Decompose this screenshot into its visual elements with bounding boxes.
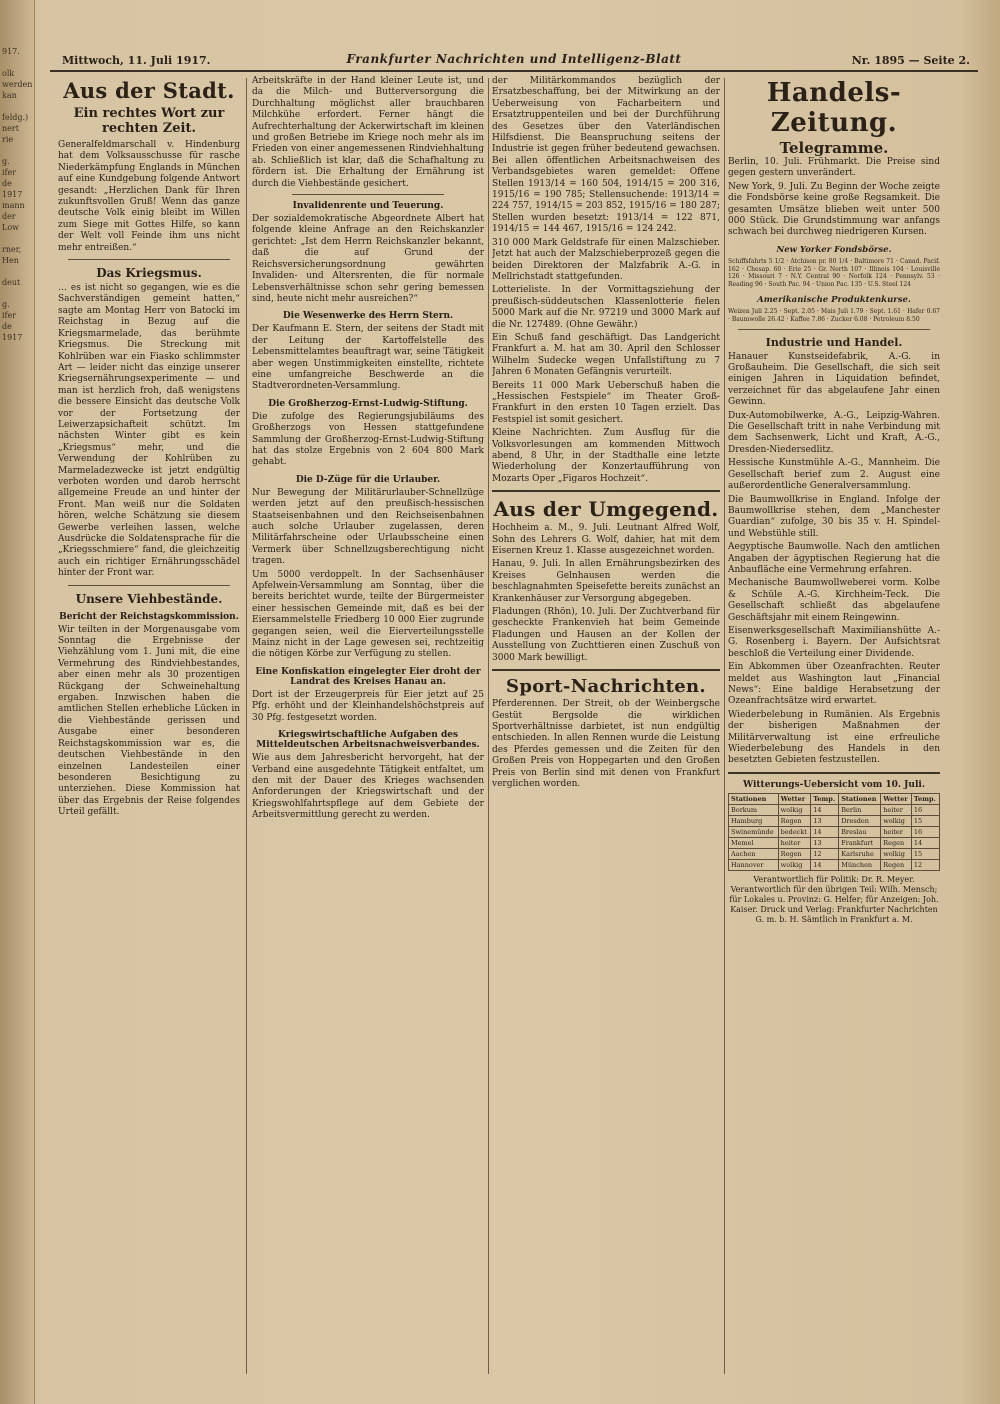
divider: [68, 259, 230, 260]
weather-cell: 16: [911, 804, 939, 815]
article-text: Arbeitskräfte in der Hand kleiner Leute ist, und da die Milch- und Butterversorgung die Durchhaltung möglichst aller brauchbaren Milchkühe erfordert. Ferner hängt die Aufrechterhaltung der Ackerwirtschaft im kleinen und großen Betriebe im Kriege noch mehr als im Frieden von einer angemessenen Rindviehhaltung ab. Schließlich ist klar, daß die Schafhaltung zu fördern ist. Die Erhaltung der Ernährung ist durch die Viehbestände gesichert.: [252, 76, 484, 189]
article-text: der Militärkommandos bezüglich der Ersatzbeschaffung, bei der Mitwirkung an der Ueberweisung von Facharbeitern und Ersatztruppenteilen und bei der Durchführung des Gesetzes über den Vaterländischen Hilfsdienst. Die Beanspruchung seitens der Industrie ist gegen früher bedeutend gewachsen. Bei allen öffentlichen Arbeitsnachweisen des Verbandsgebietes waren gemeldet: Offene Stellen 1913/14 = 160 504, 1914/15 = 200 316, 1915/16 = 190 785; Stellensuchende: 1913/14 = 224 757, 1914/15 = 203 852, 1915/16 = 180 287; Stellen wurden besetzt: 1913/14 = 122 871, 1914/15 = 144 467, 1915/16 = 124 242.: [492, 76, 720, 235]
weather-cell: Hamburg: [729, 815, 779, 826]
column-2: [252, 76, 484, 1382]
weather-cell: 14: [811, 859, 839, 870]
divider: [492, 490, 720, 492]
weather-col-header: Temp.: [811, 793, 839, 804]
weather-row: [729, 804, 940, 815]
article-text: Wiederbelebung in Rumänien. Als Ergebnis der bisherigen Maßnahmen der Militärverwaltung ist eine erfreuliche Wiederbelebung des Handels in den besetzten Gebieten festzustellen.: [728, 709, 940, 766]
weather-cell: 12: [811, 848, 839, 859]
imprint: Verantwortlich für Politik: Dr. R. Meyer. Verantwortlich für den übrigen Teil: Wilh. Mensch; für Lokales u. Provinz: G. Helfer; für Anzeigen: Joh. Kaiser. Druck und Verlag: Frankfurter Nachrichten G. m. b. H. Sämtlich in Frankfurt a. M.: [729, 874, 939, 924]
weather-cell: wolkig: [881, 848, 912, 859]
weather-cell: bedeckt: [778, 826, 811, 837]
article-text: Ein Abkommen über Ozeanfrachten. Reuter meldet aus Washington laut „Financial News“: Eine baldige Herabsetzung der Ozeanfrachtsätze wird erwartet.: [728, 662, 940, 707]
weather-cell: Regen: [881, 837, 912, 848]
weather-cell: 14: [811, 826, 839, 837]
divider: [492, 669, 720, 671]
article-text: Pferderennen. Der Streit, ob der Weinbergsche Gestüt Bergsolde die wirklichen Sportverhältnisse darbietet, ist nun endgültig entschieden. In allen Rennen wurde die Leistung des Pferdes gemessen und die Zeiten für den Großen Preis von Hoppegarten und den Großen Preis von Berlin sind mit denen von Frankfurt verglichen worden.: [492, 699, 720, 789]
weather-row: [729, 837, 940, 848]
article-text: Hanauer Kunstseidefabrik, A.-G. in Großauheim. Die Gesellschaft, die sich seit einigen Jahren in Liquidation befindet, verzeichnet für das abgelaufene Jahr einen Gewinn.: [728, 351, 940, 408]
column-rule: [246, 78, 247, 1374]
section-title-stadt: Aus der Stadt.: [63, 78, 235, 103]
weather-cell: 14: [811, 804, 839, 815]
telegrams-heading: Telegramme.: [779, 139, 889, 157]
weather-cell: heiter: [778, 837, 811, 848]
article-text: Hessische Kunstmühle A.-G., Mannheim. Die Gesellschaft berief zum 2. August eine außerordentliche Generalversammlung.: [728, 458, 940, 492]
section-title-sport: Sport-Nachrichten.: [506, 676, 706, 698]
weather-col-header: Stationen: [729, 793, 779, 804]
weather-cell: Borkum: [729, 804, 779, 815]
article-title: Die Großherzog-Ernst-Ludwig-Stiftung.: [268, 398, 468, 409]
article-text: Ein Schuß fand geschäftigt. Das Landgericht Frankfurt a. M. hat am 30. April den Schlosser Wilhelm Sudecke wegen Unfallstiftung zu 7 Jahren 6 Monaten Gefängnis verurteilt.: [492, 332, 720, 378]
page-number: Nr. 1895 — Seite 2.: [851, 54, 970, 67]
issue-date: Mittwoch, 11. Juli 1917.: [62, 54, 211, 67]
article-subtitle: Bericht der Reichstagskommission.: [59, 611, 239, 622]
weather-cell: 14: [911, 837, 939, 848]
article-text: Die Baumwollkrise in England. Infolge der Baumwollkrise stehen, dem „Manchester Guardian“ zufolge, 30 bis 35 v. H. Spindel- und Webstühle still.: [728, 494, 940, 539]
section-title-handel: Handels-Zeitung.: [766, 78, 902, 138]
article-title: Eine Konfiskation eingelegter Eier droht der Landrat des Kreises Hanau an.: [255, 666, 481, 687]
weather-col-header: Wetter: [881, 793, 912, 804]
section-title-umgegend: Aus der Umgegend.: [493, 497, 719, 522]
weather-header-row: [729, 793, 940, 804]
weather-cell: Swinemünde: [729, 826, 779, 837]
weather-col-header: Temp.: [911, 793, 939, 804]
article-text: Hochheim a. M., 9. Juli. Leutnant Alfred Wolf, Sohn des Lehrers G. Wolf, dahier, hat mit dem Eisernen Kreuz 1. Klasse ausgezeichnet worden.: [492, 523, 720, 557]
previous-page-edge: [0, 0, 35, 1404]
stock-quotes: Schiffsfahrts 5 1/2 · Atchison pr. 80 1/4 · Baltimore 71 · Canad. Pacif. 162 · Chesap. 60 · Erie 25 · Gr. North 107 · Illinois 104 · Louisville 126 · Missouri 7 · N.Y. Central 90 · Norfolk 124 · Pennsylv. 53 · Reading 96 · South Pac. 94 · Union Pac. 135 · U.S. Steel 124: [728, 257, 940, 289]
article-text: Bereits 11 000 Mark Ueberschuß haben die „Hessischen Festspiele“ im Theater Groß-Frankfurt in den ersten 10 Tagen erzielt. Das Festspiel ist somit gesichert.: [492, 380, 720, 425]
article-text: Mechanische Baumwollweberei vorm. Kolbe & Schüle A.-G. Kirchheim-Teck. Die Gesellschaft schließt das abgelaufene Geschäftsjahr mit einem Reingewinn.: [728, 578, 940, 623]
weather-cell: wolkig: [881, 815, 912, 826]
divider: [68, 585, 230, 586]
weather-col-header: Stationen: [839, 793, 881, 804]
produce-quotes: Weizen Juli 2.25 · Sept. 2.05 · Mais Juli 1.79 · Sept. 1.61 · Hafer 0.67 · Baumwolle 26.42 · Kaffee 7.86 · Zucker 6.08 · Petroleum 8.50: [728, 308, 940, 323]
weather-row: [729, 859, 940, 870]
produce-heading: Amerikanische Produktenkurse.: [757, 295, 911, 306]
weather-cell: Regen: [778, 815, 811, 826]
article-text: Die zufolge des Regierungsjubiläums des Großherzogs von Hessen stattgefundene Sammlung der Großherzog-Ernst-Ludwig-Stiftung hat das stolze Ergebnis von 2 604 800 Mark gehabt.: [252, 411, 484, 468]
column-1: [58, 76, 240, 1382]
article-text: Nur Bewegung der Militärurlauber-Schnellzüge werden jetzt auf den preußisch-hessischen Staatseisenbahnen und den Reichseisenbahnen auch solche Urlauber zugelassen, deren Militärfahrscheine oder Urlaubsscheine einen Vermerk über Schnellzugsberechtigung nicht tragen.: [252, 487, 484, 567]
weather-cell: wolkig: [778, 804, 811, 815]
weather-cell: München: [839, 859, 881, 870]
column-rule: [724, 78, 725, 1374]
article-text: Wie aus dem Jahresbericht hervorgeht, hat der Verband eine ausgedehnte Tätigkeit entfaltet, um den mit der Dauer des Krieges wachsenden Anforderungen der Kriegswirtschaft und der Kriegswohlfahrtspflege auf dem Gebiete der Arbeitsvermittlung gerecht zu werden.: [252, 753, 484, 821]
weather-col-header: Wetter: [778, 793, 811, 804]
article-text: Kleine Nachrichten. Zum Ausflug für die Volksvorlesungen am kommenden Mittwoch abend, 8 Uhr, in der Stadthalle eine letzte Wiederholung der Konzertaufführung von Mozarts Oper „Figaros Hochzeit“.: [492, 428, 720, 484]
weather-cell: 13: [811, 815, 839, 826]
ny-stock-heading: New Yorker Fondsbörse.: [776, 244, 892, 255]
article-title: Invalidenrente und Teuerung.: [292, 201, 444, 212]
divider: [728, 772, 940, 774]
article-text: Hanau, 9. Juli. In allen Ernährungsbezirken des Kreises Gelnhausen werden die beschlagnahmten Speisefette bereits zunächst an Krankenhäuser zur Versorgung abgegeben.: [492, 559, 720, 604]
weather-row: [729, 848, 940, 859]
article-text: Der sozialdemokratische Abgeordnete Albert hat folgende kleine Anfrage an den Reichskanzler gerichtet: „Ist dem Herrn Reichskanzler bekannt, daß die auf Grund der Reichsversicherungsordnung gewährten Invaliden- und Altersrenten, die für normale Lebensverhältnisse schon sehr gering bemessen sind, heute nicht mehr ausreichen?“: [252, 214, 484, 304]
weather-cell: Frankfurt: [839, 837, 881, 848]
article-title-kriegsmus: Das Kriegsmus.: [96, 266, 202, 281]
column-3: [492, 76, 720, 1382]
article-text: Lotterieliste. In der Vormittagsziehung der preußisch-süddeutschen Klassenlotterie fielen 5000 Mark auf die Nr. 97219 und 3000 Mark auf die Nr. 127489. (Ohne Gewähr.): [492, 285, 720, 330]
weather-row: [729, 826, 940, 837]
weather-cell: 13: [811, 837, 839, 848]
weather-heading: Witterungs-Uebersicht vom 10. Juli.: [743, 779, 925, 790]
weather-cell: heiter: [881, 804, 912, 815]
weather-cell: Memel: [729, 837, 779, 848]
weather-cell: 12: [911, 859, 939, 870]
article-text: Um 5000 verdoppelt. In der Sachsenhäuser Apfelwein-Versammlung am Sonntag, über die bereits berichtet wurde, teilte der Bürgermeister einer hessischen Gemeinde mit, daß es bei der Eiersammelstelle Friedberg 10 000 Eier zugrunde gegangen seien, weil die Eierverteilungsstelle Mainz nicht in der Lage gewesen sei, rechtzeitig die nötigen Körbe zur Verfügung zu stellen.: [252, 569, 484, 660]
weather-cell: Regen: [778, 848, 811, 859]
article-text: Der Kaufmann E. Stern, der seitens der Stadt mit der Leitung der Kartoffelstelle des Lebensmittelamtes beauftragt war, seine Tätigkeit aber wegen Unstimmigkeiten einstellte, richtete eine umfangreiche Beschwerde an die Stadtverordneten-Versammlung.: [252, 324, 484, 392]
article-text: Dux-Automobilwerke, A.-G., Leipzig-Wahren. Die Gesellschaft tritt in nahe Verbindung mit dem Sachsenwerk, Licht und Kraft, A.-G., Dresden-Niedersedlitz.: [728, 410, 940, 455]
masthead: Frankfurter Nachrichten und Intelligenz-Blatt: [346, 52, 682, 66]
article-text: Generalfeldmarschall v. Hindenburg hat dem Volksausschusse für rasche Niederkämpfung Englands in München auf eine Kundgebung folgende Antwort gesandt: „Herzlichen Dank für Ihren zukunftsvollen Gruß! Wenn das ganze deutsche Volk einig bleibt im Willen zum Siege mit Gottes Hilfe, so kann der Welt voll Feinde ihm uns nicht mehr entreißen.“: [58, 140, 240, 253]
article-text: Wir teilten in der Morgenausgabe vom Sonntag die Ergebnisse der Viehzählung vom 1. Juni mit, die eine Vermehrung des Rindviehbestandes, aber einen mehr als 30 prozentigen Rückgang der Schweinehaltung ergaben. Inzwischen haben die amtlichen Stellen erhebliche Lücken in die Viehbestände gerissen und Ausgabe einer besonderen Reichstagskommission war es, die deutschen Viehbestände in den einzelnen Landesteilen einer besonderen Besichtigung zu unterziehen. Diese Kommission hat über das Ergebnis der Reise folgendes Urteil gefällt.: [58, 624, 240, 818]
weather-cell: 15: [911, 848, 939, 859]
article-title: Die Wesenwerke des Herrn Stern.: [282, 311, 454, 322]
fold-text: 917. olk werden kan feldg.) nert rie g. ifer de 1917 mann der Low rner, Hen deut g. ifer de 1917: [2, 47, 32, 342]
article-text: … es ist nicht so gegangen, wie es die Sachverständigen gemeint hatten,“ sagte am Montag Herr von Batocki im Reichstag in Bezug auf die Kriegsmarmelade, das berühmte Kriegsmus. Die Streckung mit Kohlrüben war ein Fiasko schlimmster Art — leider nicht das einzige unserer Kriegsernährungsexperimente — und man ist herzlich froh, daß wenigstens die bessere Einsicht das deutsche Volk vor der Fortsetzung der Leiwerzapsichafteit schützt. Im nächsten Winter gibt es kein „Kriegsmus“ mehr, und die Verwendung der Kohlrüben zu Marmeladezwecke ist jetzt endgültig verboten worden und darob herrscht allgemeine Freude an und hinter der Front. Man weiß nur die Soldaten hören, welche Schätzung sie diesem Gewerbe verleihen lassen, welche Ausdrücke die Soldatensprache für die „Kriegsschmiere“ fand, die gleichzeitig auch ein richtiger Ernährungsschädel hinter der Front war.: [58, 283, 240, 579]
weather-cell: Breslau: [839, 826, 881, 837]
article-title: Kriegswirtschaftliche Aufgaben des Mitteldeutschen Arbeitsnachweisverbandes.: [256, 730, 480, 751]
weather-cell: Dresden: [839, 815, 881, 826]
article-text: Dort ist der Erzeugerpreis für Eier jetzt auf 25 Pfg. erhöht und der Kleinhandelshöchstpreis auf 30 Pfg. festgesetzt worden.: [252, 689, 484, 723]
telegram-text: New York, 9. Juli. Zu Beginn der Woche zeigte die Fondsbörse keine große Regsamkeit. Die gesamten Umsätze blieben weit unter 500 000 Stück. Die Grundstimmung war anfangs schwach bei durchweg niedrigeren Kursen.: [728, 181, 940, 238]
divider: [738, 329, 930, 330]
weather-table: [728, 793, 940, 871]
article-title: Die D-Züge für die Urlauber.: [295, 474, 441, 485]
divider: [292, 194, 444, 195]
weather-cell: 16: [911, 826, 939, 837]
article-text: Fladungen (Rhön), 10. Juli. Der Zuchtverband für gescheckte Frankenvieh hat beim Gemeinde Fladungen und Hausen an der Kollen der Ausstellung von Zuchttieren einen Zuschuß von 3000 Mark bewilligt.: [492, 607, 720, 663]
telegram-text: Berlin, 10. Juli. Frühmarkt. Die Preise sind gegen gestern unverändert.: [728, 157, 940, 179]
weather-cell: Regen: [881, 859, 912, 870]
industry-heading: Industrie und Handel.: [765, 335, 903, 349]
weather-cell: wolkig: [778, 859, 811, 870]
weather-cell: 15: [911, 815, 939, 826]
page-header: [50, 48, 978, 72]
weather-row: [729, 815, 940, 826]
column-4: [728, 76, 940, 1382]
weather-cell: Karlsruhe: [839, 848, 881, 859]
weather-cell: Berlin: [839, 804, 881, 815]
column-rule: [488, 78, 489, 1374]
article-text: Aegyptische Baumwolle. Nach den amtlichen Angaben der ägyptischen Regierung hat die Anbaufläche eine Vermehrung erfahren.: [728, 542, 940, 575]
article-title-hindenburg: Ein rechtes Wort zur rechten Zeit.: [73, 106, 225, 136]
article-text: 310 000 Mark Geldstrafe für einen Malzschieber. Jetzt hat auch der Malzschieberprozeß gegen die beiden Direktoren der Malzfabrik A.-G. in Mellrichstadt stattgefunden.: [492, 237, 720, 282]
weather-cell: heiter: [881, 826, 912, 837]
article-title-vieh: Unsere Viehbestände.: [75, 591, 223, 606]
article-text: Eisenwerksgesellschaft Maximilianshütte A.-G. Rosenberg i. Bayern. Der Aufsichtsrat beschloß die Verteilung einer Dividende.: [728, 625, 940, 659]
weather-cell: Hannover: [729, 859, 779, 870]
weather-cell: Aachen: [729, 848, 779, 859]
